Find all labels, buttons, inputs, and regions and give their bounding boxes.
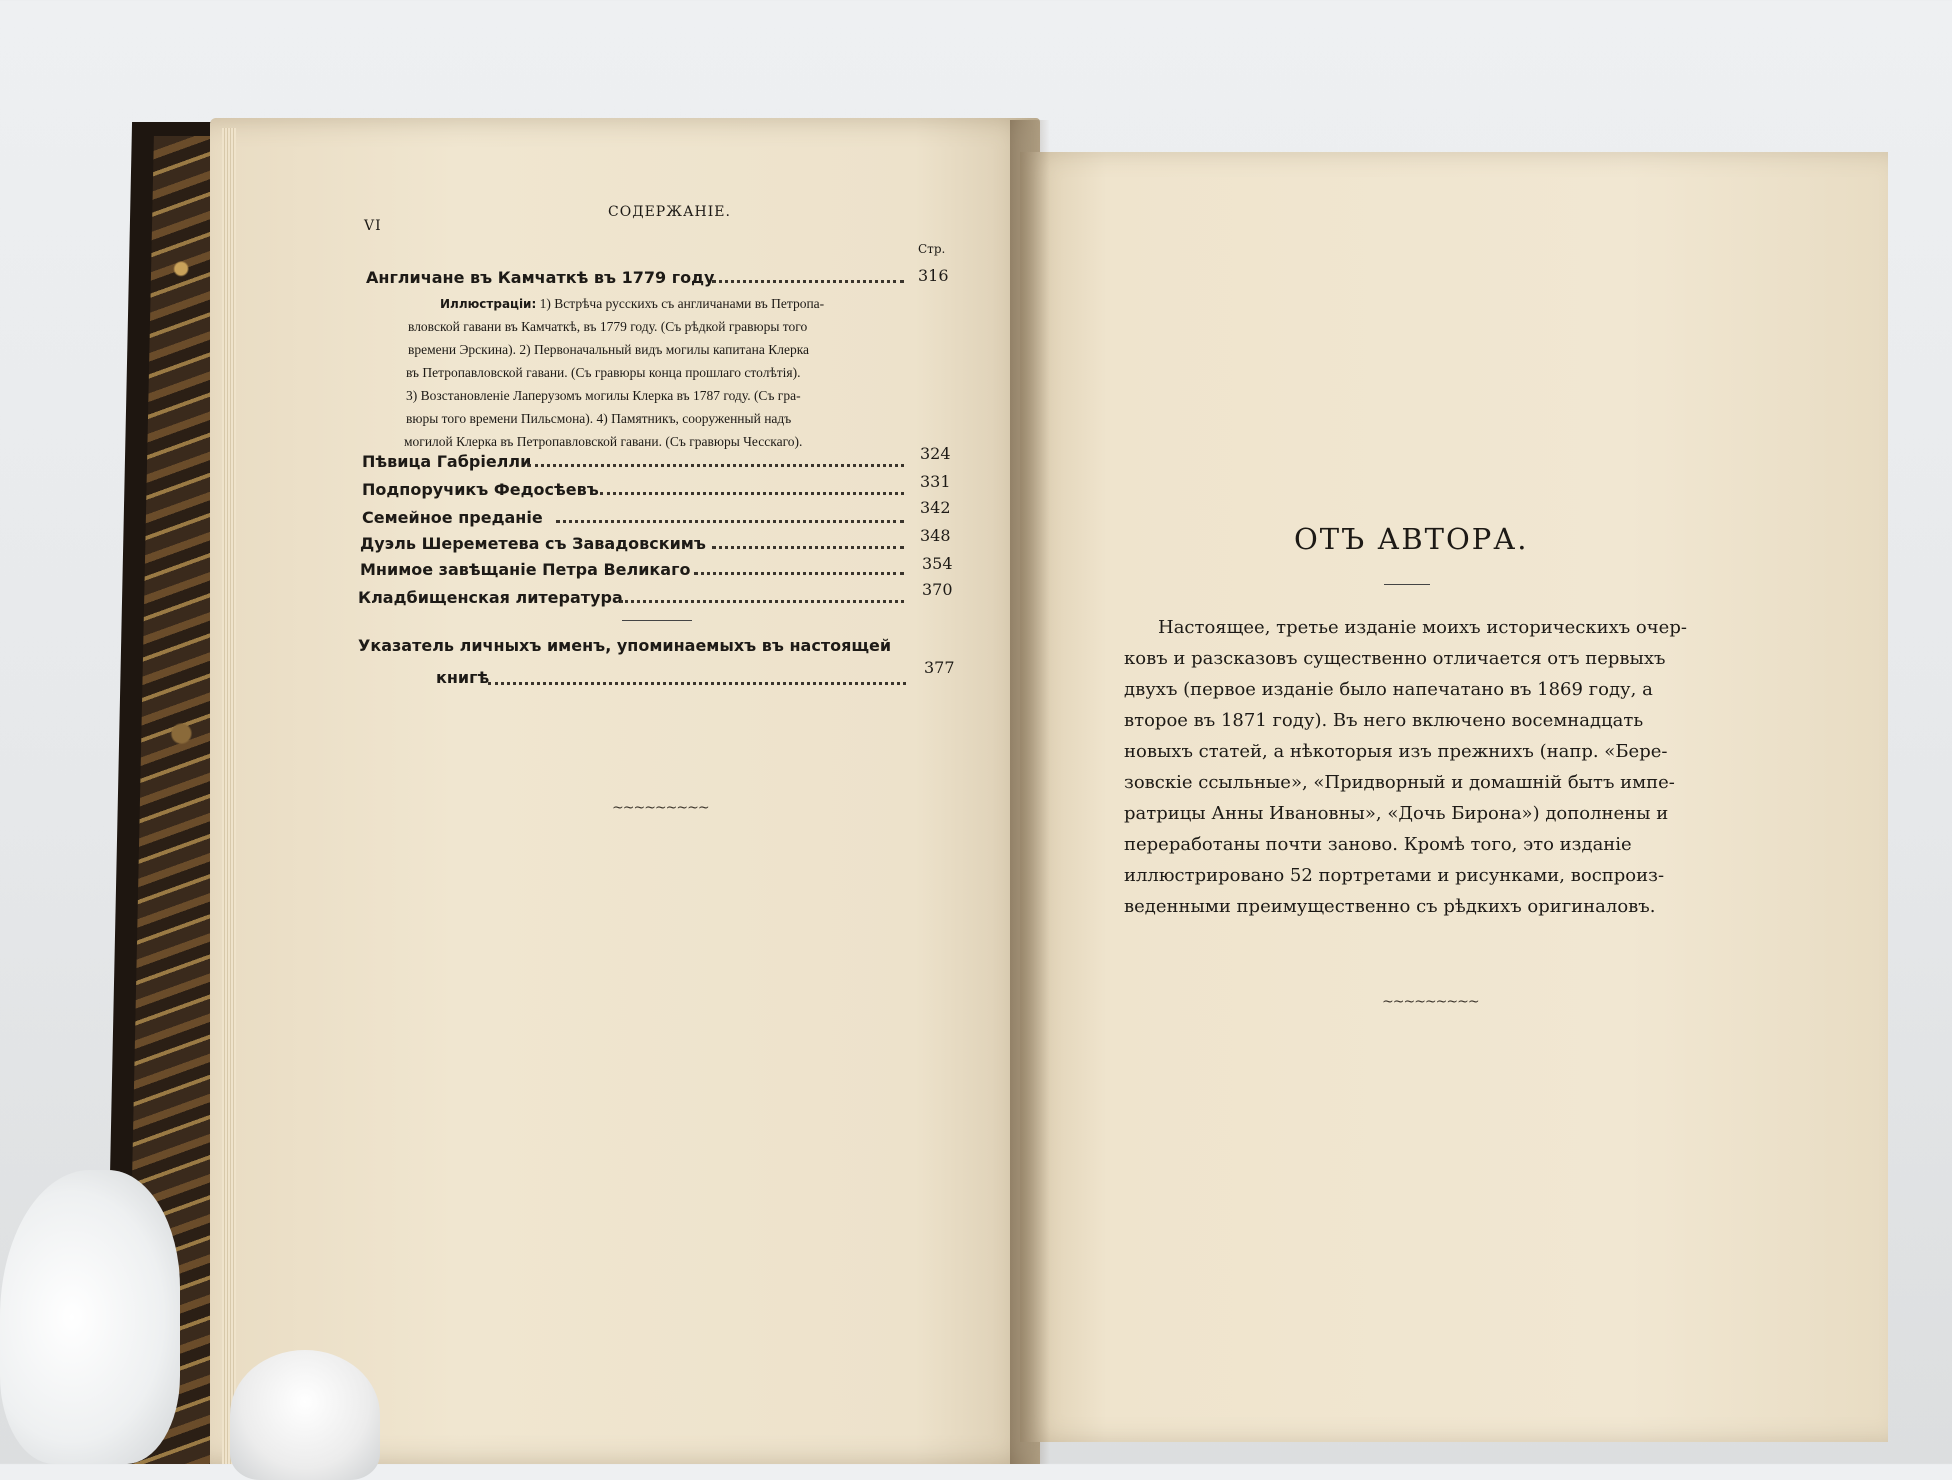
- gloved-hand: [0, 1170, 180, 1464]
- ornament-divider: ~~~~~~~~~: [612, 800, 709, 816]
- toc-entry-page: 331: [920, 472, 951, 491]
- illustrations-line: 3) Возстановленіе Лаперузомъ могилы Клерка въ 1787 году. (Съ гра-: [406, 388, 801, 403]
- preface-line: ратрицы Анны Ивановны», «Дочь Бирона») дополнены и: [1124, 803, 1669, 824]
- illustrations-line: вловской гавани въ Камчаткѣ, въ 1779 году. (Съ рѣдкой гравюры того: [408, 319, 808, 334]
- preface-line: Настоящее, третье изданіе моихъ историческихъ очер-: [1158, 617, 1687, 638]
- illustrations-line: могилой Клерка въ Петропавловской гавани. (Съ гравюры Чесскаго).: [404, 434, 803, 449]
- leader-dots: [488, 682, 906, 685]
- leader-dots: [600, 492, 904, 495]
- leader-dots: [556, 520, 904, 523]
- preface-line: новыхъ статей, а нѣкоторыя изъ прежнихъ (напр. «Бере-: [1124, 741, 1668, 762]
- toc-entry-title: Семейное преданіе: [362, 508, 543, 527]
- leader-dots: [712, 546, 904, 549]
- preface-line: второе въ 1871 году). Въ него включено восемнадцать: [1124, 710, 1644, 731]
- toc-entry-title: Мнимое завѣщаніе Петра Великаго: [360, 560, 691, 579]
- page-header: СОДЕРЖАНІЕ.: [608, 204, 731, 220]
- preface-line: переработаны почти заново. Кромѣ того, это изданіе: [1124, 834, 1632, 855]
- index-entry-line: Указатель личныхъ именъ, упоминаемыхъ въ настоящей: [358, 636, 892, 655]
- toc-entry-title: Кладбищенская литература: [358, 588, 623, 607]
- section-title: ОТЪ АВТОРА.: [1294, 522, 1529, 556]
- preface-line: веденными преимущественно съ рѣдкихъ оригиналовъ.: [1124, 896, 1656, 917]
- author-preface: [1124, 612, 1696, 922]
- ornament-divider: ~~~~~~~~~: [1382, 994, 1479, 1010]
- toc-entry-page: 316: [918, 266, 949, 285]
- toc-entry-title: Подпоручикъ Федосѣевъ: [362, 480, 599, 499]
- toc-entry-page: 324: [920, 444, 951, 463]
- index-entry-page: 377: [924, 658, 955, 677]
- preface-line: ковъ и разсказовъ существенно отличается отъ первыхъ: [1124, 648, 1666, 669]
- toc-entry-title: Англичане въ Камчаткѣ въ 1779 году: [366, 268, 715, 287]
- leader-dots: [694, 572, 904, 575]
- illustrations-note: [440, 292, 910, 316]
- title-underline: [1384, 584, 1430, 585]
- leader-dots: [528, 464, 904, 467]
- illustrations-line: въ Петропавловской гавани. (Съ гравюры конца прошлаго столѣтія).: [406, 365, 801, 380]
- toc-entry-page: 354: [922, 554, 953, 573]
- index-entry-line: книгѣ: [436, 668, 490, 687]
- illustrations-line: 1) Встрѣча русскихъ съ англичанами въ Петропа-: [539, 296, 825, 311]
- gloved-thumb: [230, 1350, 380, 1480]
- illustrations-line: времени Эрскина). 2) Первоначальный видъ могилы капитана Клерка: [408, 342, 810, 357]
- leader-dots: [620, 600, 904, 603]
- preface-line: зовскіе ссыльные», «Придворный и домашній бытъ импе-: [1124, 772, 1675, 793]
- leader-dots: [712, 280, 904, 283]
- spine-shadow: [1010, 120, 1050, 1464]
- illustrations-line: вюры того времени Пильсмона). 4) Памятникъ, сооруженный надъ: [406, 411, 792, 426]
- preface-line: иллюстрировано 52 портретами и рисунками, воспроиз-: [1124, 865, 1665, 886]
- toc-entry-page: 370: [922, 580, 953, 599]
- preface-line: двухъ (первое изданіе было напечатано въ 1869 году, а: [1124, 679, 1653, 700]
- illustrations-label: Иллюстраціи:: [440, 297, 537, 311]
- page-edges: [222, 128, 236, 1464]
- page-number: VI: [364, 218, 382, 234]
- toc-entry-page: 348: [920, 526, 951, 545]
- section-divider: [622, 620, 692, 621]
- toc-entry-title: Дуэль Шереметева съ Завадовскимъ: [360, 534, 706, 553]
- toc-entry-page: 342: [920, 498, 951, 517]
- toc-entry-title: Пѣвица Габріелли: [362, 452, 532, 471]
- page-column-label: Стр.: [918, 242, 946, 256]
